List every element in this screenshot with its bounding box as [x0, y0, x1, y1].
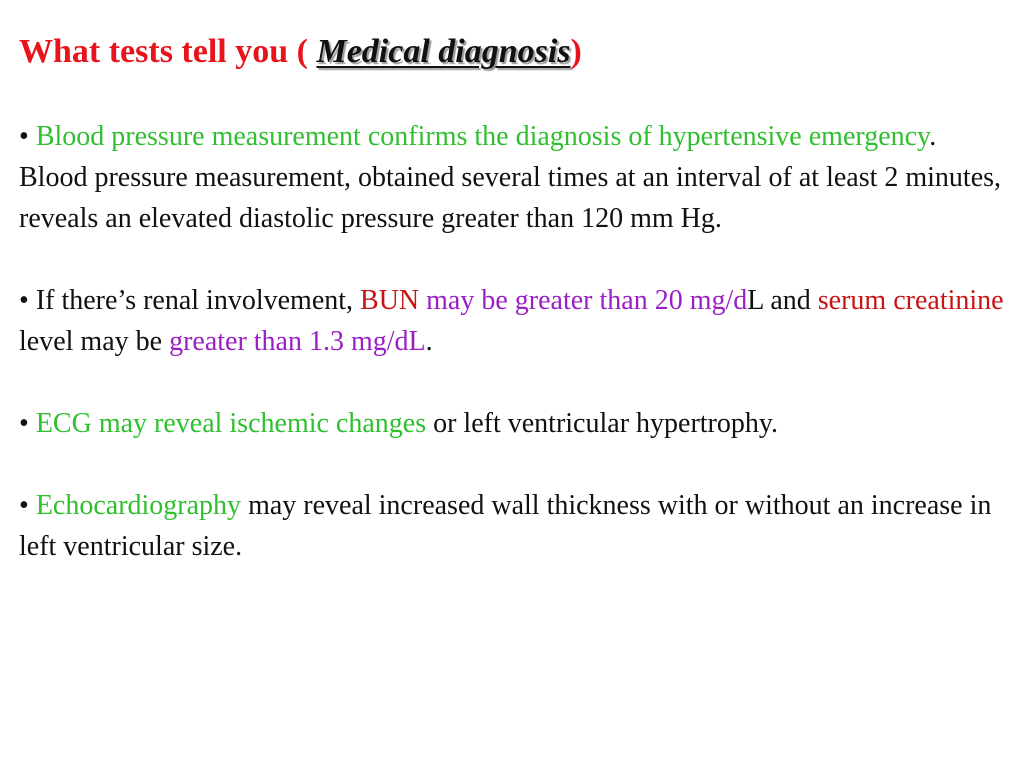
bp-highlight: Blood pressure measurement confirms the diagnosis of hypertensive emergency	[35, 121, 930, 152]
slide-body	[19, 116, 1009, 608]
renal-text-2: may be greater than 20 mg/d	[419, 285, 748, 316]
renal-text-5: greater than 1.3 mg/dL	[169, 326, 426, 357]
bullet-echo	[19, 485, 1009, 567]
renal-text-4: level may be	[19, 326, 170, 357]
bullet-renal	[19, 280, 1009, 362]
bullet-marker: •	[19, 408, 36, 439]
title-emphasis: Medical diagnosis	[316, 33, 571, 70]
ecg-text: or left ventricular hypertrophy.	[426, 408, 779, 439]
creatinine-label: serum creatinine	[817, 285, 1004, 316]
bullet-blood-pressure	[19, 116, 1009, 239]
slide-title	[19, 30, 582, 74]
bullet-marker: •	[19, 490, 36, 521]
bullet-marker: •	[19, 285, 36, 316]
echo-text: may reveal increased wall thickness with or without an increase in left ventricular size.	[19, 490, 992, 562]
bullet-marker: •	[19, 121, 36, 152]
title-prefix: What tests tell you (	[19, 33, 317, 70]
renal-text-1: If there’s renal involvement,	[35, 285, 361, 316]
renal-text-3: L and	[747, 285, 818, 316]
ecg-highlight: ECG may reveal ischemic changes	[35, 408, 427, 439]
bun-label: BUN	[360, 285, 420, 316]
title-suffix: )	[570, 33, 582, 70]
renal-text-6: .	[425, 326, 433, 357]
bp-text: . Blood pressure measurement, obtained several times at an interval of at least 2 minutes, reveals an elevated diastolic pressure greater than 120 mm Hg.	[19, 121, 1002, 234]
echo-highlight: Echocardiography	[35, 490, 242, 521]
bullet-ecg	[19, 403, 1009, 444]
